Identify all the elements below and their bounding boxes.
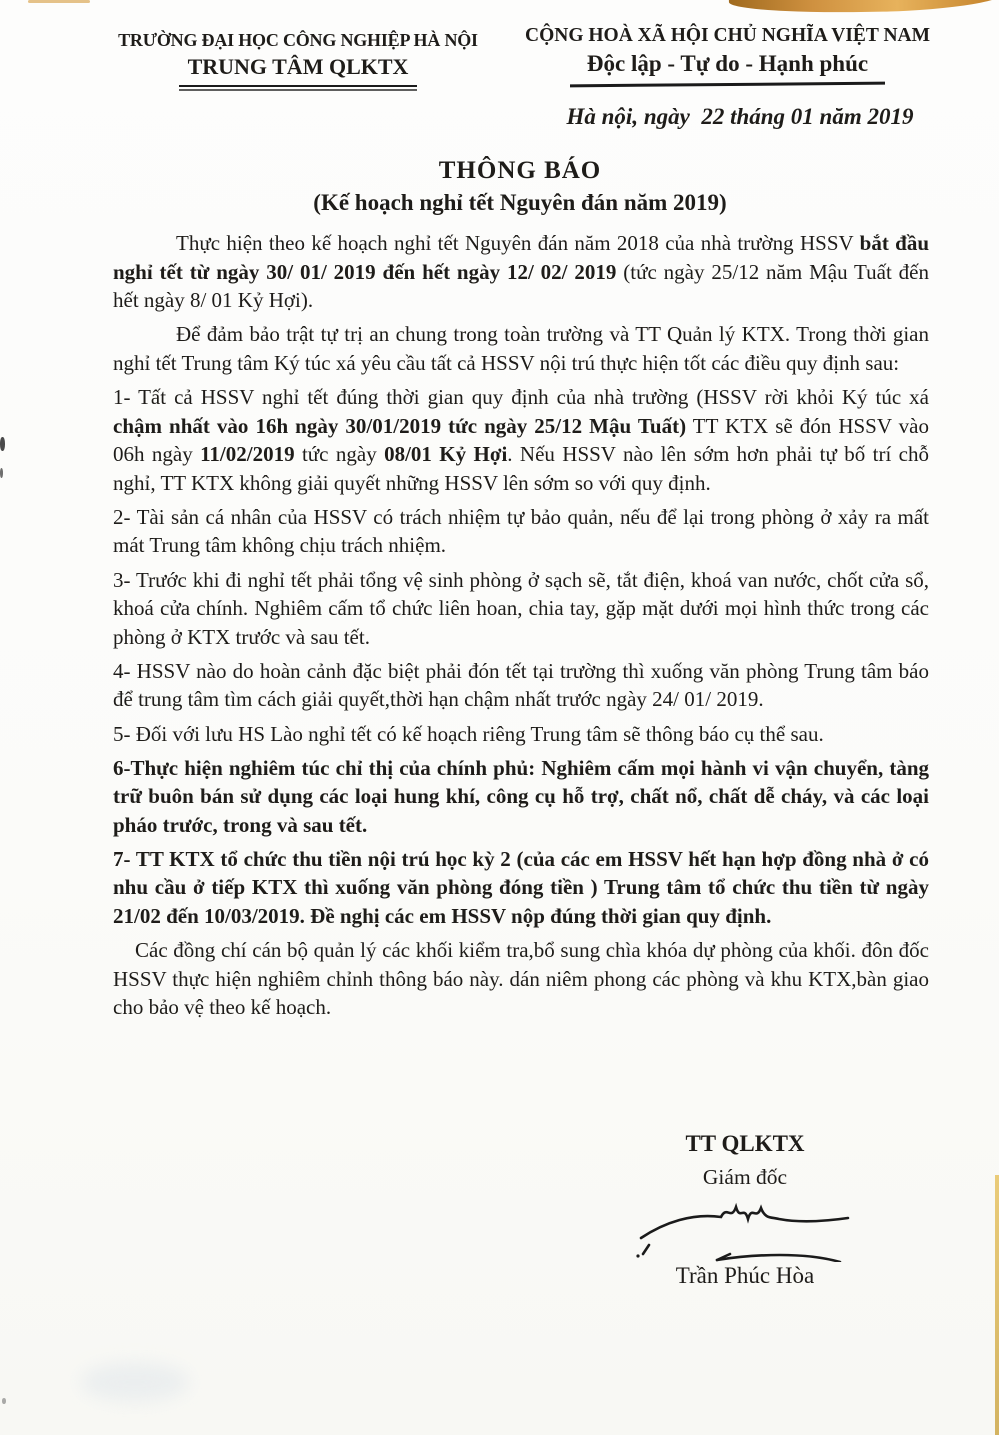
org-header xyxy=(96,27,500,91)
document-body xyxy=(113,229,929,1027)
org-department: TRUNG TÂM QLKTX xyxy=(187,54,409,79)
paragraph-run: 4- HSSV nào do hoàn cảnh đặc biệt phải đón tết tại trường thì xuống văn phòng Trung tâm báo để trung tâm tìm cách giải quyết,thời hạn chậm nhất trước ngày 24/ 01/ 2019. xyxy=(113,658,929,712)
scan-artifact-top-right xyxy=(729,0,999,15)
paragraph xyxy=(113,754,929,840)
paragraph-run: 1- Tất cả HSSV nghỉ tết đúng thời gian quy định của nhà trường (HSSV rời khỏi Ký túc xá xyxy=(113,384,929,409)
signature-role: Giám đốc xyxy=(702,1165,788,1189)
paragraph-run: TT KTX sẽ đón HSSV vào 06h ngày xyxy=(113,413,929,467)
paragraph xyxy=(113,503,929,560)
paragraph-run: 2- Tài sản cá nhân của HSSV có trách nhiệm tự bảo quản, nếu để lại trong phòng ở xảy ra mất mát Trung tâm không chịu trách nhiệm. xyxy=(113,504,929,558)
header-rule-right xyxy=(570,82,885,88)
paragraph xyxy=(113,720,929,749)
national-motto-header xyxy=(505,23,950,86)
paragraph-bold-run: chậm nhất vào 16h ngày 30/01/2019 tức ngày 25/12 Mậu Tuất) xyxy=(113,413,687,438)
paragraph-run: Các đồng chí cán bộ quản lý các khối kiểm tra,bổ sung chìa khóa dự phòng của khối. đôn đốc HSSV thực hiện nghiêm chỉnh thông báo này. dán niêm phong các phòng và khu KTX,bàn giao cho bảo vệ theo kế hoạch. xyxy=(113,938,929,1020)
paragraph-run: tức ngày xyxy=(294,442,385,467)
document-title: THÔNG BÁO xyxy=(438,157,602,184)
national-motto: Độc lập - Tự do - Hạnh phúc xyxy=(586,51,869,76)
national-title: CỘNG HOÀ XÃ HỘI CHỦ NGHĨA VIỆT NAM xyxy=(524,25,931,46)
signature-scribble xyxy=(635,1196,855,1262)
paragraph-run: Thực hiện theo kế hoạch nghỉ tết Nguyên đán năm 2018 của nhà trường HSSV xyxy=(176,231,860,255)
paragraph-bold-run: 7- TT KTX tổ chức thu tiền nội trú học kỳ 2 (của các em HSSV hết hạn hợp đồng nhà ở có nhu cầu ở tiếp KTX thì xuống văn phòng đóng tiền ) Trung tâm tổ chức thu tiền từ ngày 21/02 đến 10/03/2019. Đề nghị các em HSSV nộp đúng thời gian quy định. xyxy=(113,846,929,929)
scan-smudge xyxy=(80,1362,190,1402)
title-block xyxy=(113,156,927,217)
scan-artifact-right-edge xyxy=(995,1175,999,1435)
paragraph-run: . Nếu HSSV nào lên sớm hơn phải tự bố trí chỗ nghỉ, TT KTX không giải quyết những HSSV lên sớm so với quy định. xyxy=(113,442,930,495)
paragraph xyxy=(113,936,929,1022)
paragraph-bold-run: bắt đầu nghỉ tết từ ngày 30/ 01/ 2019 đến hết ngày 12/ 02/ 2019 xyxy=(113,231,930,284)
paragraph xyxy=(113,845,929,931)
paragraph xyxy=(113,566,929,652)
header-rule-left xyxy=(179,85,417,91)
scan-speck xyxy=(2,1398,6,1404)
signatory-name: Trần Phúc Hòa xyxy=(675,1263,815,1288)
paragraph xyxy=(113,229,929,315)
paragraph xyxy=(113,383,929,497)
scan-artifact-top-left xyxy=(28,0,90,3)
paragraph-bold-run: 11/02/2019 xyxy=(200,442,295,467)
paragraph xyxy=(113,320,929,377)
signature-block xyxy=(560,1130,930,1290)
paragraph-run: 3- Trước khi đi nghỉ tết phải tổng vệ sinh phòng ở sạch sẽ, tắt điện, khoá van nước, chốt cửa sổ, khoá cửa chính. Nghiêm cấm tổ chức liên hoan, chia tay, gặp mặt dưới mọi hình thức trong các phòng ở KTX trước và sau tết. xyxy=(113,567,929,649)
paragraph-run: 5- Đối với lưu HS Lào nghỉ tết có kế hoạch riêng Trung tâm sẽ thông báo cụ thể sau. xyxy=(113,721,824,746)
paragraph-run: (tức ngày 25/12 năm Mậu Tuất đến hết ngày 8/ 01 Kỷ Hợi). xyxy=(113,259,929,313)
paragraph-bold-run: 08/01 Kỷ Hợi xyxy=(384,442,508,467)
org-name: TRƯỜNG ĐẠI HỌC CÔNG NGHIỆP HÀ NỘI xyxy=(118,30,478,50)
paragraph-run: Để đảm bảo trật tự trị an chung trong toàn trường và TT Quản lý KTX. Trong thời gian nghỉ tết Trung tâm Ký túc xá yêu cầu tất cả HSSV nội trú thực hiện tốt các điều quy định sau: xyxy=(113,322,929,375)
signature-org: TT QLKTX xyxy=(685,1131,805,1156)
paragraph-bold-run: 6-Thực hiện nghiêm túc chỉ thị của chính phủ: Nghiêm cấm mọi hành vi vận chuyển, tàng trữ buôn bán sử dụng các loại hung khí, công cụ hỗ trợ, chất nổ, chất dễ cháy, và các loại pháo trước, trong và sau tết. xyxy=(113,755,929,837)
scan-speck xyxy=(0,468,3,478)
date-line: Hà nội, ngày 22 tháng 01 năm 2019 xyxy=(566,104,914,129)
document-subtitle: (Kế hoạch nghỉ tết Nguyên đán năm 2019) xyxy=(313,190,727,215)
paragraph xyxy=(113,657,929,714)
scan-speck xyxy=(0,437,5,451)
